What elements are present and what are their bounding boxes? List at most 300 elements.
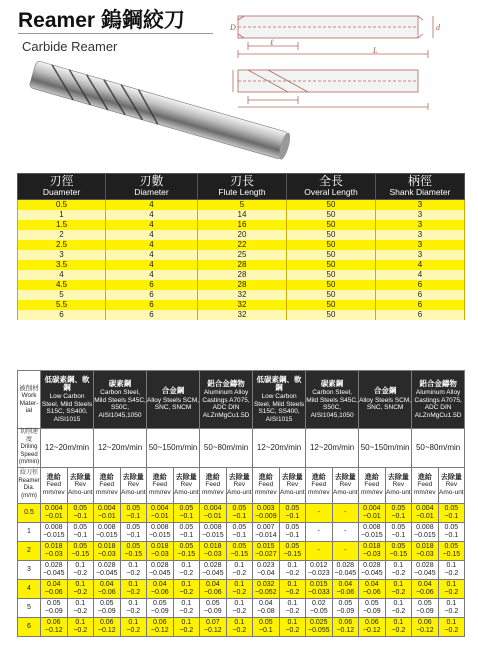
value-bottom: −0.2 — [73, 626, 88, 634]
condition-value — [385, 598, 412, 617]
value-top: 0.04 — [99, 580, 114, 588]
feed-label-en: Feed mm/rev — [414, 481, 436, 496]
value-top: 0.018 — [98, 542, 116, 550]
feed-header — [306, 467, 333, 503]
feed-header — [253, 467, 280, 503]
value-top: 0.05 — [179, 523, 194, 531]
value-bottom: −0.015 — [201, 531, 224, 539]
condition-value — [412, 541, 439, 560]
condition-value — [359, 560, 386, 579]
value-bottom: −0.2 — [391, 626, 406, 634]
rev-header — [67, 467, 94, 503]
material-name-zh: 合金鋼 — [161, 386, 185, 396]
feed-label-zh: 進給 — [364, 473, 379, 481]
rev-label-zh: 去除量 — [122, 473, 144, 481]
cond-data-row — [18, 503, 465, 522]
value-bottom: −0.01 — [44, 512, 63, 520]
condition-value — [120, 503, 147, 522]
spec-cell: 22 — [198, 240, 287, 250]
rev-label-en: Rev Amo-unt — [333, 481, 358, 496]
rev-header — [385, 467, 412, 503]
spec-cell: 3 — [18, 250, 106, 260]
value-bottom: −0.15 — [177, 550, 196, 558]
rev-label-zh: 去除量 — [175, 473, 197, 481]
cutting-speed: 50~150m/min — [147, 429, 200, 468]
value-top: 0.1 — [234, 599, 245, 607]
spec-col-diameter: 刃徑 Duameter — [18, 174, 106, 200]
value-top: 0.05 — [391, 542, 406, 550]
value-bottom: −0.15 — [283, 550, 302, 558]
value-top: 0.1 — [75, 599, 86, 607]
condition-value — [173, 617, 200, 636]
feed-label-en: Feed mm/rev — [148, 481, 171, 496]
value-bottom: −0.1 — [232, 512, 247, 520]
value-top: 0.04 — [418, 580, 432, 588]
condition-value — [306, 617, 333, 636]
condition-value — [120, 598, 147, 617]
feed-label-zh: 進給 — [417, 473, 432, 481]
spec-cell: 14 — [198, 210, 287, 220]
value-bottom: −0.01 — [362, 512, 381, 520]
value-top: 0.1 — [75, 561, 86, 569]
reamer-diameter: 1 — [18, 522, 41, 541]
value-bottom: −0.2 — [126, 569, 141, 577]
condition-value — [412, 522, 439, 541]
spec-cell: 32 — [198, 300, 287, 310]
value-bottom: −0.04 — [256, 569, 275, 577]
value-top: 0.05 — [99, 599, 114, 607]
cutting-speed: 12~20m/min — [94, 429, 147, 468]
condition-value — [226, 560, 253, 579]
value-top: 0.05 — [126, 504, 141, 512]
material-header — [359, 371, 412, 429]
value-top: 0.007 — [257, 523, 275, 531]
value-bottom: −0.027 — [254, 550, 277, 558]
condition-value — [306, 522, 333, 541]
rev-header — [438, 467, 465, 503]
condition-value — [147, 598, 174, 617]
condition-value — [147, 503, 174, 522]
value-top: 0.025 — [310, 618, 328, 626]
value-bottom: −0.052 — [254, 588, 277, 596]
spec-cell: 4 — [106, 260, 198, 270]
value-bottom: −0.09 — [150, 607, 169, 615]
condition-value — [253, 503, 280, 522]
spec-col-shank-diameter: 柄徑 Shank Diameter — [376, 174, 465, 200]
value-top: 0.018 — [416, 542, 434, 550]
value-bottom: −0.009 — [254, 512, 277, 520]
feed-label-zh: 進給 — [99, 473, 114, 481]
rev-label-en: Rev Amo-unt — [67, 481, 93, 496]
condition-value — [332, 503, 359, 522]
condition-value — [41, 560, 68, 579]
value-bottom: −0.2 — [444, 626, 459, 634]
feed-label-zh: 進給 — [205, 473, 220, 481]
spec-row — [18, 300, 465, 310]
value-bottom: −0.06 — [150, 588, 169, 596]
condition-value — [253, 560, 280, 579]
spec-cell: 6 — [106, 300, 198, 310]
spec-row — [18, 310, 465, 320]
value-bottom: −0.12 — [336, 626, 355, 634]
feed-label-en: Feed mm/rev — [360, 481, 383, 496]
value-bottom: −0.2 — [73, 569, 88, 577]
value-bottom: −0.03 — [97, 550, 116, 558]
value-top: 0.028 — [363, 561, 381, 569]
feed-header — [200, 467, 227, 503]
value-top: 0.04 — [258, 599, 273, 607]
value-bottom: −0.045 — [334, 569, 357, 577]
condition-value — [67, 617, 94, 636]
reamer-photo — [14, 54, 304, 164]
feed-label-zh: 進給 — [311, 473, 326, 481]
spec-cell: 5 — [18, 290, 106, 300]
condition-value — [306, 541, 333, 560]
value-top: 0.06 — [418, 618, 432, 626]
condition-value — [306, 560, 333, 579]
condition-value — [332, 541, 359, 560]
spec-table — [17, 173, 465, 320]
condition-value — [279, 560, 306, 579]
value-top: 0.06 — [338, 618, 353, 626]
value-top: 0.1 — [393, 618, 404, 626]
speed-side-label: 切削速度 Driling Speed (m/min) — [18, 429, 40, 465]
condition-value — [67, 579, 94, 598]
value-bottom: −0.09 — [336, 607, 355, 615]
value-top: 0.008 — [363, 523, 381, 531]
condition-value — [94, 522, 121, 541]
condition-value — [412, 579, 439, 598]
condition-value — [41, 617, 68, 636]
condition-value — [253, 579, 280, 598]
spec-cell: 16 — [198, 220, 287, 230]
value-bottom: −0.12 — [415, 626, 434, 634]
spec-cell: 6 — [106, 310, 198, 320]
spec-col-flutes: 刃數 Diameter — [106, 174, 198, 200]
material-name-en: Low Carbon Steel, Mild Steels S15C, SS400, AISI1015 — [41, 393, 93, 423]
material-name-en: Alloy Steels SCM, SNC, SNCM — [147, 396, 200, 412]
spec-cell: 3 — [376, 230, 465, 240]
value-bottom: −0.06 — [203, 588, 222, 596]
value-bottom: −0.2 — [232, 569, 247, 577]
condition-value — [306, 503, 333, 522]
cutting-speed: 50~80m/min — [412, 429, 465, 468]
value-top: 0.015 — [310, 580, 328, 588]
spec-col-flute-length: 刃長 Flute Length — [198, 174, 287, 200]
condition-value — [306, 579, 333, 598]
value-bottom: −0.2 — [285, 588, 300, 596]
cutting-speed: 12~20m/min — [253, 429, 306, 468]
condition-value — [385, 541, 412, 560]
feed-label-zh: 進給 — [258, 473, 273, 481]
value-top: 0.028 — [336, 561, 355, 569]
condition-value — [67, 522, 94, 541]
condition-value — [94, 503, 121, 522]
material-name-en: Carbon Steel, Mild Steels S45C, S50C, AISI1045,1050 — [306, 389, 358, 419]
spec-cell: 4.5 — [18, 280, 106, 290]
feed-header — [147, 467, 174, 503]
value-top: 0.1 — [446, 561, 457, 569]
value-bottom: −0.15 — [71, 550, 90, 558]
spec-cell: 6 — [106, 290, 198, 300]
value-bottom: −0.08 — [256, 607, 275, 615]
material-name-en: Low Carbon Steel, Mild Steels S15C, SS400, AISI1015 — [253, 393, 305, 423]
condition-value — [438, 579, 465, 598]
value-top: 0.1 — [128, 561, 139, 569]
condition-value — [359, 541, 386, 560]
condition-value — [412, 560, 439, 579]
condition-value — [279, 579, 306, 598]
condition-value — [41, 503, 68, 522]
condition-value — [332, 579, 359, 598]
value-bottom: −0.045 — [414, 569, 436, 577]
reamer-diameter: 6 — [18, 617, 41, 636]
spec-row — [18, 240, 465, 250]
spec-cell: 50 — [287, 280, 376, 290]
spec-cell: 4 — [106, 210, 198, 220]
value-top: 0.018 — [151, 542, 169, 550]
value-bottom: −0.033 — [308, 588, 330, 596]
spec-col-overall-length: 全長 Overal Length — [287, 174, 376, 200]
cutting-speed: 12~20m/min — [41, 429, 94, 468]
value-top: 0.05 — [232, 542, 247, 550]
value-bottom: −0.2 — [444, 607, 459, 615]
value-top: 0.04 — [365, 580, 379, 588]
value-top: 0.1 — [128, 580, 139, 588]
material-header — [94, 371, 147, 429]
condition-value — [226, 541, 253, 560]
value-bottom: −0.2 — [232, 607, 247, 615]
spec-cell: 50 — [287, 240, 376, 250]
value-bottom: −0.1 — [73, 531, 88, 539]
value-top: 0.05 — [285, 542, 300, 550]
condition-value — [306, 598, 333, 617]
value-top: 0.05 — [444, 523, 459, 531]
condition-value — [385, 560, 412, 579]
value-bottom: −0.1 — [285, 531, 300, 539]
value-top: 0.008 — [204, 523, 222, 531]
spec-cell: 25 — [198, 250, 287, 260]
page-title: Reamer 鎢鋼絞刀 — [18, 9, 185, 32]
condition-value — [359, 598, 386, 617]
feed-header — [412, 467, 439, 503]
value-top: - — [317, 527, 320, 535]
value-top: 0.004 — [151, 504, 169, 512]
value-bottom: −0.15 — [442, 550, 461, 558]
value-bottom: −0.09 — [415, 607, 434, 615]
drawing-label-L: L — [373, 46, 378, 55]
value-top: 0.06 — [152, 618, 167, 626]
drawing-label-d: d — [436, 23, 440, 32]
value-top: 0.1 — [181, 599, 192, 607]
spec-cell: 6 — [376, 290, 465, 300]
value-top: 0.018 — [363, 542, 381, 550]
condition-value — [147, 560, 174, 579]
spec-cell: 50 — [287, 290, 376, 300]
value-top: 0.05 — [205, 599, 220, 607]
condition-value — [41, 522, 68, 541]
cutting-speed: 50~150m/min — [359, 429, 412, 468]
condition-value — [200, 579, 227, 598]
spec-cell: 4 — [106, 240, 198, 250]
material-name-en: Aluminum Alloy Castings A7075, ADC DIN ALZnMgCu1.5D — [202, 389, 250, 419]
material-header — [147, 371, 200, 429]
cond-data-row — [18, 598, 465, 617]
spec-cell: 3.5 — [18, 260, 106, 270]
condition-value — [120, 541, 147, 560]
condition-value — [226, 617, 253, 636]
condition-value — [226, 522, 253, 541]
condition-value — [173, 560, 200, 579]
value-top: 0.05 — [152, 599, 167, 607]
value-bottom: −0.1 — [444, 512, 459, 520]
spec-header-row — [18, 174, 465, 200]
value-bottom: −0.15 — [124, 550, 143, 558]
value-top: 0.008 — [44, 523, 63, 531]
condition-value — [147, 579, 174, 598]
value-top: 0.04 — [205, 580, 220, 588]
spec-cell: 50 — [287, 220, 376, 230]
value-top: 0.018 — [204, 542, 222, 550]
value-top: 0.012 — [310, 561, 328, 569]
material-name-en: Aluminum Alloy Castings A7075, ADC DIN ALZnMgCu1.5D — [414, 389, 462, 419]
material-header — [41, 371, 94, 429]
value-top: 0.1 — [287, 580, 298, 588]
condition-value — [226, 598, 253, 617]
condition-value — [200, 503, 227, 522]
condition-value — [67, 503, 94, 522]
condition-value — [120, 560, 147, 579]
spec-cell: 2 — [18, 230, 106, 240]
spec-row — [18, 290, 465, 300]
value-top: 0.05 — [258, 618, 273, 626]
material-name-zh: 碳素鋼 — [320, 378, 344, 388]
cond-speed-row — [18, 429, 465, 468]
value-top: 0.1 — [287, 561, 298, 569]
value-bottom: −0.2 — [179, 569, 194, 577]
value-top: 0.1 — [181, 618, 192, 626]
condition-value — [438, 617, 465, 636]
value-bottom: −0.2 — [179, 588, 194, 596]
spec-cell: 4 — [106, 220, 198, 230]
spec-cell: 3 — [376, 240, 465, 250]
condition-value — [200, 541, 227, 560]
value-bottom: −0.03 — [203, 550, 222, 558]
spec-cell: 6 — [376, 280, 465, 290]
value-top: 0.05 — [444, 504, 459, 512]
cond-data-row — [18, 560, 465, 579]
condition-value — [120, 579, 147, 598]
value-top: - — [317, 546, 320, 554]
spec-cell: 1.5 — [18, 220, 106, 230]
value-bottom: −0.2 — [126, 588, 141, 596]
value-top: 0.05 — [232, 523, 247, 531]
value-bottom: −0.2 — [285, 607, 300, 615]
value-top: 0.05 — [285, 504, 300, 512]
value-top: - — [344, 508, 347, 516]
value-bottom: −0.09 — [362, 607, 381, 615]
spec-cell: 0.5 — [18, 200, 106, 211]
value-bottom: −0.015 — [414, 531, 436, 539]
value-top: 0.05 — [126, 542, 141, 550]
material-name-en: Alloy Steels SCM, SNC, SNCM — [359, 396, 412, 412]
value-top: 0.1 — [128, 618, 139, 626]
reamer-diameter: 2 — [18, 541, 41, 560]
condition-value — [385, 617, 412, 636]
spec-cell: 28 — [198, 270, 287, 280]
value-top: 0.06 — [365, 618, 379, 626]
value-top: 0.028 — [44, 561, 63, 569]
value-bottom: −0.2 — [232, 626, 247, 634]
rev-header — [332, 467, 359, 503]
rev-label-zh: 去除量 — [334, 473, 356, 481]
spec-cell: 28 — [198, 280, 287, 290]
condition-value — [359, 579, 386, 598]
material-header — [200, 371, 253, 429]
condition-value — [147, 522, 174, 541]
value-bottom: −0.055 — [308, 626, 330, 634]
condition-value — [67, 541, 94, 560]
value-bottom: −0.1 — [258, 626, 273, 634]
value-top: - — [344, 546, 347, 554]
material-name-zh: 鋁合金鑄物 — [207, 378, 245, 388]
value-bottom: −0.1 — [285, 512, 300, 520]
material-header — [412, 371, 465, 429]
value-bottom: −0.2 — [179, 626, 194, 634]
condition-value — [253, 617, 280, 636]
condition-value — [332, 560, 359, 579]
value-bottom: −0.12 — [203, 626, 222, 634]
cond-subheader-row — [18, 467, 465, 503]
value-top: 0.1 — [446, 618, 457, 626]
value-top: 0.05 — [391, 523, 406, 531]
condition-value — [173, 522, 200, 541]
value-bottom: −0.1 — [391, 512, 406, 520]
feed-header — [41, 467, 68, 503]
value-bottom: −0.014 — [254, 531, 277, 539]
spec-cell: 6 — [376, 310, 465, 320]
spec-cell: 50 — [287, 270, 376, 280]
condition-value — [120, 522, 147, 541]
value-top: 0.008 — [151, 523, 169, 531]
drawing-label-l: ℓ — [270, 38, 274, 47]
value-top: 0.05 — [391, 504, 406, 512]
condition-value — [41, 598, 68, 617]
condition-value — [332, 598, 359, 617]
value-top: 0.1 — [181, 580, 192, 588]
value-top: 0.05 — [126, 523, 141, 531]
rev-label-zh: 去除量 — [69, 473, 91, 481]
condition-value — [120, 617, 147, 636]
rev-label-zh: 去除量 — [440, 473, 462, 481]
rev-label-en: Rev Amo-unt — [120, 481, 146, 496]
value-top: 0.1 — [287, 599, 298, 607]
value-top: 0.023 — [257, 561, 275, 569]
spec-cell: 1 — [18, 210, 106, 220]
rev-header — [279, 467, 306, 503]
condition-value — [200, 522, 227, 541]
value-bottom: −0.1 — [232, 531, 247, 539]
spec-row — [18, 270, 465, 280]
value-top: 0.05 — [179, 542, 194, 550]
spec-cell: 3 — [376, 250, 465, 260]
value-bottom: −0.015 — [361, 531, 383, 539]
feed-label-zh: 進給 — [152, 473, 167, 481]
value-bottom: −0.06 — [415, 588, 434, 596]
value-bottom: −0.045 — [361, 569, 383, 577]
rev-header — [120, 467, 147, 503]
condition-value — [412, 503, 439, 522]
